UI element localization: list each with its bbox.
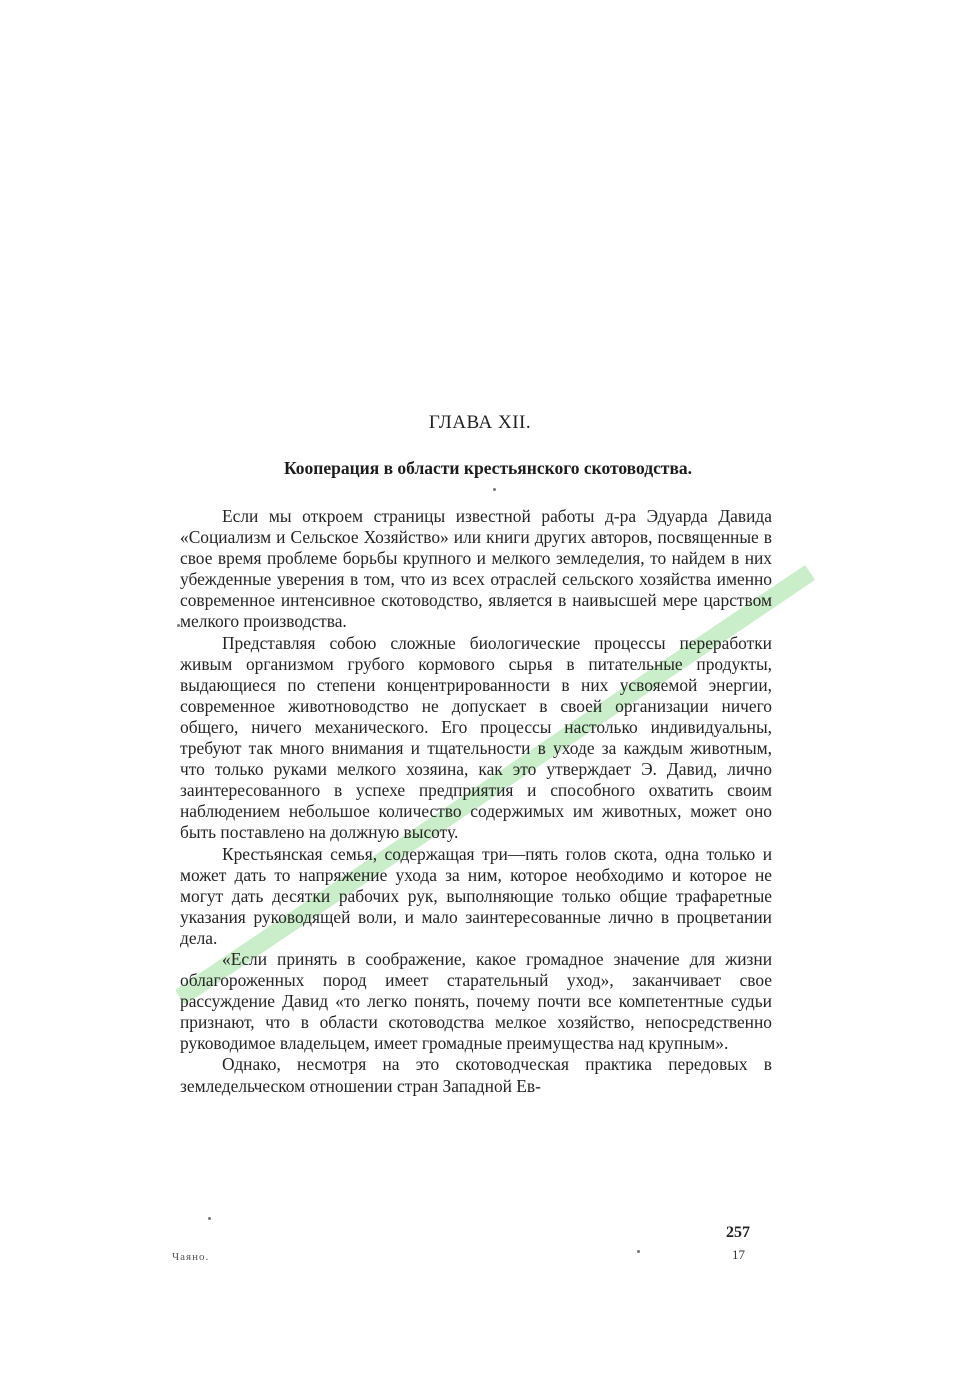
chapter-heading: ГЛАВА XII.	[428, 412, 532, 433]
paragraph-2: Представляя собою сложные биологические процессы переработки живым организмом грубого кормового сырья в питательные продукты, выдающиеся по степени концентрированности в них усвояемой энергии, современное животноводство не допускает в своей организации ничего общего, ничего механического. Его процессы настолько индивидуальны, требуют так много внимания и тщательности в уходе за каждым животным, что только руками мелкого хозяина, как это утверждает Э. Давид, лично заинтересованного в успехе предприятия и способного охватить своим наблюдением небольшое количество содержимых им животных, может оно быть поставлено на должную высоту.	[180, 632, 772, 843]
scan-speck	[637, 1250, 640, 1253]
footer-signature-right: 17	[732, 1247, 745, 1262]
page-number: 257	[726, 1224, 750, 1241]
paragraph-4: «Если принять в соображение, какое громадное значение для жизни облагороженных пород имеет старательный уход», заканчивает свое рассуждение Давид «то легко понять, почему почти все компетентные судьи признают, что в области скотоводства мелкое хозяйство, непосредственно руководимое владельцем, имеет громадные преимущества над крупным».	[180, 948, 772, 1054]
chapter-title: Кооперация в области крестьянского скотоводства.	[283, 458, 693, 478]
footer-signature-left: Чаяно.	[172, 1251, 210, 1263]
paragraph-5: Однако, несмотря на это скотоводческая практика передовых в земледельческом отношении стран Западной Ев-	[180, 1054, 772, 1096]
body-text	[180, 506, 772, 1097]
paragraph-3: Крестьянская семья, содержащая три—пять голов скота, одна только и может дать то напряжение ухода за ним, которое необходимо и которое не могут дать десятки рабочих рук, выполняющие только общие трафаретные указания руководящей воли, и мало заинтересованные лично в процветании дела.	[180, 843, 772, 948]
scan-speck	[493, 488, 496, 491]
paragraph-1: Если мы откроем страницы известной работы д-ра Эдуарда Давида «Социализм и Сельское Хозяйство» или книги других авторов, посвященные в свое время проблеме борьбы крупного и мелкого земледелия, то найдем в них убежденные уверения в том, что из всех отраслей сельского хозяйства именно современное интенсивное скотоводство, является в наивысшей мере царством мелкого производства.	[180, 506, 772, 632]
scan-speck	[208, 1217, 211, 1220]
scan-speck	[177, 624, 180, 627]
